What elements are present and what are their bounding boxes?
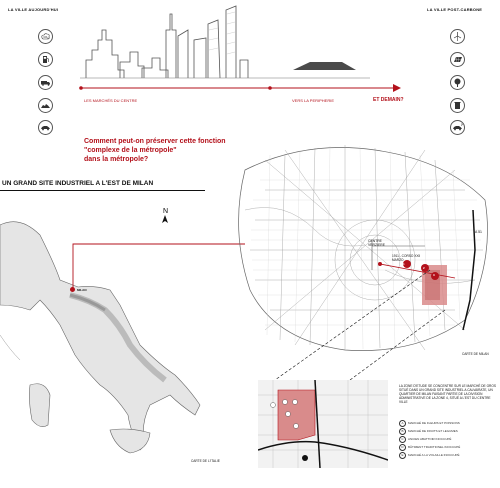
legend-key-c: C	[399, 436, 406, 443]
zoom-leader-lines	[255, 265, 455, 385]
left-title: LA VILLE AUJOURD'HUI	[8, 7, 59, 12]
waste-pile-icon	[38, 98, 53, 113]
site-badge-2: 2	[423, 266, 425, 270]
timeline-label-tomorrow: ET DEMAIN?	[373, 97, 404, 103]
legend-text-e: MARCHÉ A LA VOLAILLE INOCCUPÉ	[408, 453, 460, 457]
legend-item-b	[399, 428, 458, 435]
milan-pointer-line	[70, 240, 250, 295]
main-question	[84, 137, 226, 164]
italy-map-caption: CARTE DE L'ITALIE	[191, 459, 220, 463]
legend-item-c	[399, 436, 451, 443]
site-description: LA ZONE D'ETUDE SE CONCENTRE SUR LE MARCHÉ DE GROS SITUÉ DANS UN GRAND SITE INDUSTRIEL A CALVAIRATE, UN QUARTIER DE MILAN FAISANT PARTIE DE LA DIVISION ADMINISTRATIVE DE LA ZONE 4, SITUÉ A L'EST DU CENTRE VILLE	[399, 384, 496, 404]
section-title: UN GRAND SITE INDUSTRIEL A L'EST DE MILAN	[2, 180, 154, 187]
milan-label-a51: A 51	[475, 230, 483, 234]
wind-turbine-icon	[450, 29, 465, 44]
legend-key-d: D	[399, 444, 406, 451]
milan-label-corso: 1911 - CORSO XXII MARZO	[392, 254, 421, 262]
legend-key-e: E	[399, 452, 406, 459]
legend-item-d	[399, 444, 460, 451]
tree-icon	[450, 75, 465, 90]
site-badge-3: 3	[433, 273, 435, 277]
section-title-rule	[0, 190, 205, 191]
site-badge-1: 1	[403, 262, 405, 266]
gas-pump-icon	[38, 52, 53, 67]
truck-icon	[38, 75, 53, 90]
skyline-illustration	[80, 0, 380, 80]
milan-map-caption: CARTE DE MILAN	[462, 352, 489, 356]
milan-city-label: MILAN	[77, 288, 87, 292]
svg-text:CO₂: CO₂	[43, 36, 49, 39]
legend-text-d: BÂTIMENT TRADITIONEL INOCCUPÉ	[408, 445, 461, 449]
site-zoom-map	[258, 380, 388, 468]
timeline-arrow	[75, 82, 405, 94]
legend-text-a: MARCHÉ DE FLEURS ET POISSONS	[408, 421, 460, 425]
legend-item-e	[399, 452, 460, 459]
question-line-1: Comment peut-on préserver cette fonction	[84, 138, 226, 145]
question-line-2: "complexe de la métropole"	[84, 147, 177, 154]
svg-text:N: N	[163, 208, 169, 215]
legend-key-a: A	[399, 420, 406, 427]
timeline-label-periphery: VERS LA PERIPHERIE	[292, 98, 335, 103]
solar-panel-icon	[450, 52, 465, 67]
right-title: LA VILLE POST-CARBONE	[427, 7, 483, 12]
question-line-3: dans la métropole?	[84, 156, 149, 163]
legend-text-b: MARCHÉ DE FRUITS ET LEGUMES	[408, 429, 458, 433]
legend-item-a	[399, 420, 460, 427]
legend-text-c: ANCIEN ABATTOIR INOCCUPÉ	[408, 437, 452, 441]
italy-map	[0, 195, 245, 475]
co2-icon	[38, 29, 53, 44]
car-icon	[38, 120, 53, 135]
recycle-bin-icon	[450, 98, 465, 113]
milan-label-centre: CENTRE VERZIERE	[368, 239, 385, 247]
legend-key-b: B	[399, 428, 406, 435]
timeline-label-centre: LES MARCHÉS DU CENTRE	[84, 98, 138, 103]
